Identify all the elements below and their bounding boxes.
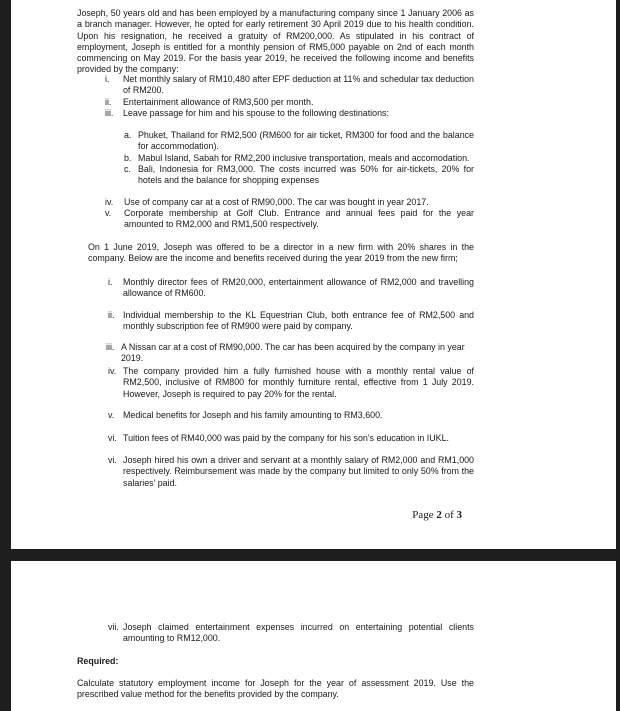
item-number: iii. [105, 108, 114, 118]
item-number: ii. [105, 97, 112, 107]
item-text: A Nissan car at a cost of RM90,000. The car has been acquired by the company in year 2019. [121, 342, 465, 364]
item-text: Net monthly salary of RM10,480 after EPF deduction at 11% and schedular tax deduction of RM200. [123, 74, 474, 96]
document-page-2 [11, 0, 616, 549]
item-text: Monthly director fees of RM20,000, entertainment allowance of RM2,000 and travelling allowance of RM600. [123, 277, 474, 299]
item-text: Individual membership to the KL Equestrian Club, both entrance fee of RM2,500 and monthly subscription fee of RM900 were paid by company. [123, 310, 474, 332]
item-letter: b. [124, 153, 132, 163]
item-number: vi. [108, 455, 117, 465]
item-text: Joseph claimed entertainment expenses incurred on entertaining potential clients amounting to RM12,000. [123, 622, 474, 644]
item-text: Tuition fees of RM40,000 was paid by the company for his son's education in IUKL. [123, 433, 449, 443]
required-text: Calculate statutory employment income for Joseph for the year of assessment 2019. Use the prescribed value method for the benefits provided by the company. [77, 678, 474, 700]
item-number: ii. [108, 310, 115, 320]
item-number: v. [108, 410, 115, 420]
item-text: Medical benefits for Joseph and his family amounting to RM3,600. [123, 410, 383, 420]
document-page-3 [11, 561, 616, 711]
item-text: Leave passage for him and his spouse to the following destinations: [123, 108, 389, 118]
item-text: Use of company car at a cost of RM90,000. The car was bought in year 2017. [124, 197, 429, 207]
item-number: iv. [108, 366, 117, 376]
item-letter: a. [124, 130, 132, 140]
item-number: vi. [108, 433, 117, 443]
item-letter: c. [124, 164, 131, 174]
item-number: v. [105, 208, 112, 218]
intro-paragraph: Joseph, 50 years old and has been employed by a manufacturing company since 1 January 2006 as a branch manager. However, he opted for early retirement 30 April 2019 due to his health condition. Upon his resignation, he received a gratuity of RM200,000. As stipulated in his contract of employment, Joseph is entitled for a monthly pension of RM5,000 payable on 2nd of each month commencing on May 2019. For the basis year 2019, he received the following income and benefits provided by the company: [77, 8, 474, 75]
item-text: Bali, Indonesia for RM3,000. The costs incurred was 50% for air-tickets, 20% for hotels and the balance for shopping expenses [138, 164, 474, 186]
item-number: i. [108, 277, 113, 287]
item-text: Mabul Island, Sabah for RM2,200 inclusive transportation, meals and accomodation. [138, 153, 470, 163]
item-text: Phuket, Thailand for RM2,500 (RM600 for air ticket, RM300 for food and the balance for accommodation). [138, 130, 474, 152]
item-number: vii. [108, 622, 119, 632]
item-number: iii. [106, 342, 115, 352]
intro2-paragraph: On 1 June 2019, Joseph was offered to be a director in a new firm with 20% shares in the company. Below are the income and benefits received during the year 2019 from the new firm; [88, 242, 474, 264]
page-number: Page 2 of 3 [412, 509, 462, 521]
required-heading: Required: [77, 656, 119, 666]
item-text: Entertainment allowance of RM3,500 per month. [123, 97, 314, 107]
item-number: iv. [105, 197, 114, 207]
item-text: Corporate membership at Golf Club. Entrance and annual fees paid for the year amounted to RM2,000 and RM1,500 respectively. [124, 208, 474, 230]
item-text: The company provided him a fully furnished house with a monthly rental value of RM2,500, inclusive of RM800 for monthly furniture rental, effective from 1 July 2019. However, Joseph is required to pay 20% for the rental. [123, 366, 474, 399]
item-text: Joseph hired his own a driver and servant at a monthly salary of RM2,000 and RM1,000 respectively. Reimbursement was made by the company but limited to only 50% from the salaries' paid. [123, 455, 474, 488]
item-number: i. [105, 74, 110, 84]
